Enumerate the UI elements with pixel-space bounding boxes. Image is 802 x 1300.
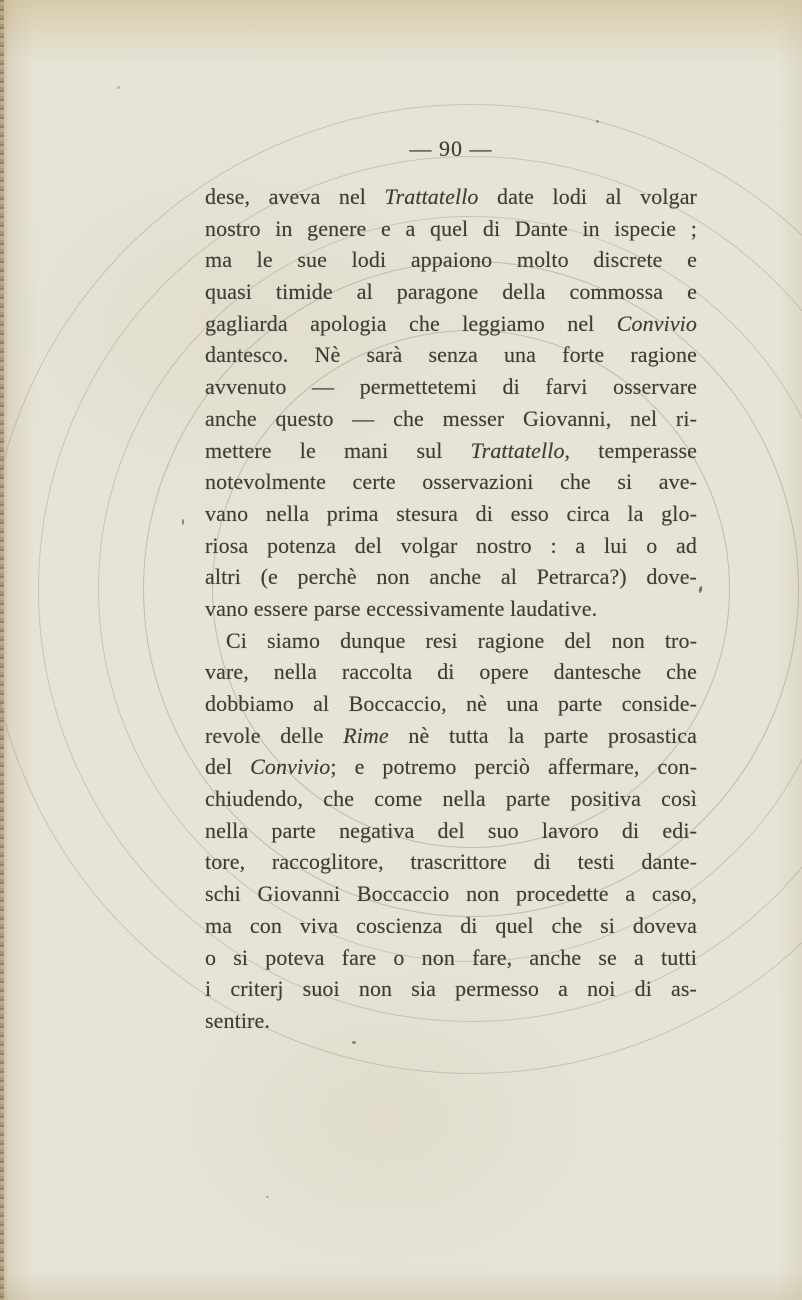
text-line	[205, 783, 697, 815]
page-text	[205, 181, 697, 1037]
text-line	[205, 498, 697, 530]
text-line	[205, 751, 697, 783]
text-run: dantesco. Nè sarà senza una forte ragione	[205, 342, 697, 368]
text-line	[205, 371, 697, 403]
text-line	[205, 530, 697, 562]
text-run: ; e potremo perciò affermare, con-	[330, 754, 697, 780]
paper-speck	[596, 120, 599, 123]
text-run: del	[205, 754, 251, 780]
text-line	[205, 625, 697, 657]
text-run: vano nella prima stesura di esso circa la glo-	[205, 500, 697, 526]
page-number: — 90 —	[409, 136, 493, 161]
text-run: o si poteva fare o non fare, anche se a tutti	[205, 944, 697, 970]
italic-text-run: Convivio	[250, 754, 331, 780]
text-run: ma con viva coscienza di quel che si doveva	[205, 912, 697, 938]
text-line	[205, 878, 697, 910]
text-run: date lodi al volgar	[478, 184, 697, 209]
text-run: notevolmente certe osservazioni che si ave-	[205, 469, 697, 495]
text-line	[205, 1005, 697, 1037]
text-line	[205, 244, 697, 276]
text-run: sentire.	[205, 1007, 270, 1033]
text-run: quasi timide al paragone della commossa e	[205, 279, 697, 305]
text-run: vano essere parse eccessivamente laudative.	[205, 595, 598, 621]
italic-text-run: Rime	[343, 722, 389, 748]
text-line	[205, 846, 697, 878]
text-line	[205, 910, 697, 942]
text-run: chiudendo, che come nella parte positiva così	[205, 786, 697, 812]
text-line	[205, 688, 697, 720]
text-line	[205, 308, 697, 340]
text-run: mettere le mani sul	[205, 437, 471, 463]
text-line	[205, 815, 697, 847]
text-line	[205, 339, 697, 371]
text-line	[205, 942, 697, 974]
text-run: altri (e perchè non anche al Petrarca?) dove-	[205, 564, 697, 590]
text-run: nostro in genere e a quel di Dante in ispecie ;	[205, 215, 697, 241]
text-line	[205, 466, 697, 498]
text-run: riosa potenza del volgar nostro : a lui o ad	[205, 532, 697, 558]
text-line	[205, 720, 697, 752]
text-line	[205, 593, 697, 625]
text-run: avvenuto — permettetemi di farvi osservare	[205, 374, 697, 400]
italic-text-run: Trattatello,	[470, 437, 571, 463]
text-run: dobbiamo al Boccaccio, nè una parte conside-	[205, 691, 697, 716]
text-run: ma le sue lodi appaiono molto discrete e	[205, 247, 697, 273]
italic-text-run: Trattatello	[384, 184, 479, 209]
text-line	[205, 561, 697, 593]
text-line	[205, 973, 697, 1005]
text-run: dese, aveva nel	[205, 184, 385, 209]
text-line	[205, 403, 697, 435]
text-run: schi Giovanni Boccaccio non procedette a caso,	[205, 881, 697, 907]
text-run: nella parte negativa del suo lavoro di edi-	[205, 817, 697, 843]
text-line	[205, 656, 697, 688]
text-run: vare, nella raccolta di opere dantesche che	[205, 659, 697, 685]
text-run: revole delle	[205, 722, 344, 748]
text-run: temperasse	[570, 437, 697, 463]
text-run: gagliarda apologia che leggiamo nel	[205, 310, 617, 336]
paper-speck	[182, 519, 184, 525]
paper-speck	[352, 1041, 356, 1044]
text-run: anche questo — che messer Giovanni, nel ri-	[205, 405, 697, 431]
text-line	[205, 181, 697, 213]
text-line	[205, 276, 697, 308]
italic-text-run: Convivio	[616, 310, 697, 336]
text-run: i criterj suoi non sia permesso a noi di as-	[205, 976, 697, 1002]
text-run: nè tutta la parte prosastica	[388, 722, 697, 748]
text-line	[205, 213, 697, 245]
text-run: tore, raccoglitore, trascrittore di testi dante-	[205, 849, 697, 875]
text-line	[205, 435, 697, 467]
text-run: Ci siamo dunque resi ragione del non tro-	[226, 627, 697, 653]
paper-speck	[266, 1196, 269, 1198]
paper-speck	[117, 86, 120, 89]
